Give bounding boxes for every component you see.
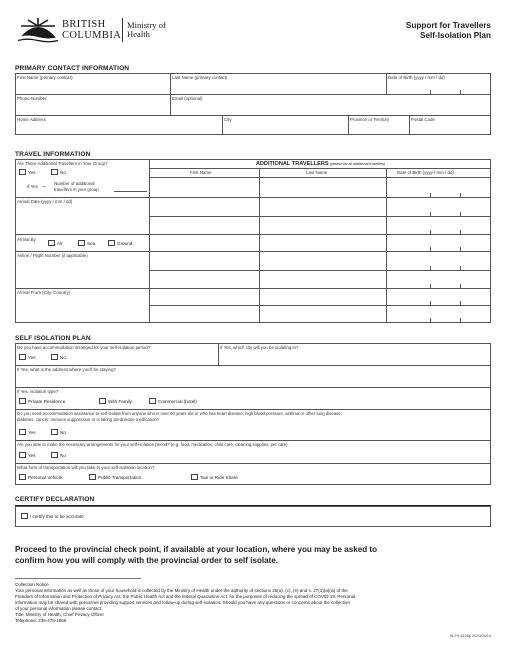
- option-label: No: [60, 354, 66, 360]
- grid-line: [15, 234, 149, 235]
- address-field[interactable]: [16, 123, 221, 134]
- arrival-by-label: Arrival By: [17, 237, 36, 242]
- number-label-1: Number of additional: [54, 181, 95, 186]
- phone-field[interactable]: [16, 102, 169, 114]
- checkbox[interactable]: [99, 398, 106, 404]
- city-label: City: [224, 117, 232, 122]
- first-name-field[interactable]: [16, 81, 169, 93]
- isolation-city-question: If Yes, which city will you be isolating in?: [220, 345, 299, 350]
- dob-label: Date of Birth (yyyy / mm / dd): [388, 75, 445, 80]
- option-label: Private Residence: [28, 398, 66, 404]
- accommodation-question: Do you have accommodation arranged for your self-isolation period?: [17, 345, 151, 350]
- ministry-name-line2: Health: [127, 29, 150, 40]
- grid-line: [15, 409, 491, 410]
- notice-line: Your personal information as well as those of your household is collected by the Ministry of Health under the authority of sections 26(a), (c), (e) and s. 27(1)(a)(iii) of the: [15, 587, 348, 593]
- checkbox[interactable]: [51, 354, 58, 360]
- arrival-date-field[interactable]: [16, 205, 148, 233]
- checkbox[interactable]: [51, 169, 58, 175]
- grid-line: [15, 365, 491, 366]
- option-label: Air: [57, 240, 63, 246]
- isolation-city-field[interactable]: [219, 351, 490, 364]
- form-title: [406, 21, 491, 42]
- isolation-address-question: If Yes, what is the address where you'll be staying?: [17, 367, 116, 372]
- date-separator: [460, 90, 461, 94]
- grid-line: [15, 251, 149, 252]
- email-label: Email (optional): [172, 96, 203, 101]
- arrival-air-option[interactable]: [48, 240, 63, 246]
- assistance-question-line2: diabetes, cancer, immune suppression or is taking prednisone medication?: [17, 417, 160, 422]
- option-label: Commercial (hotel): [158, 398, 197, 404]
- checkbox[interactable]: [51, 452, 58, 458]
- option-label: No: [60, 169, 66, 175]
- additional-travellers-note: (please list all additional travellers): [330, 162, 386, 166]
- option-label: Taxi or Ride Share: [200, 474, 238, 480]
- checkbox[interactable]: [108, 240, 115, 246]
- form-title-line2: Self-Isolation Plan: [420, 31, 491, 41]
- postal-field[interactable]: [410, 123, 490, 134]
- option-label: Sea: [87, 240, 96, 246]
- additional-first-name-column[interactable]: [150, 178, 259, 323]
- if-yes-label: If Yes: [27, 184, 38, 189]
- grid-line: [15, 197, 149, 198]
- checkbox[interactable]: [19, 169, 26, 175]
- form-title-line1: Support for Travellers: [405, 21, 491, 30]
- number-label-2: travellers in your group: [54, 187, 99, 192]
- option-label: No: [60, 429, 66, 435]
- column-header-dob: Date of Birth (yyyy / mm / dd): [397, 170, 454, 175]
- ministry-name: [127, 21, 166, 40]
- transportation-question: What form of transportation will you take to your self-isolation location?: [17, 465, 155, 470]
- certify-heading: CERTIFY DECLARATION: [15, 496, 95, 503]
- org-name-line1: BRITISH: [62, 19, 106, 30]
- postal-label: Postal Code: [411, 117, 435, 122]
- proceed-line2: confirm how you will comply with the provincial order to self isolate.: [15, 555, 279, 565]
- additional-last-name-column[interactable]: [260, 178, 386, 323]
- notice-divider: [15, 578, 141, 579]
- arrival-ground-option[interactable]: [108, 240, 132, 246]
- checkbox[interactable]: [78, 240, 85, 246]
- option-label: Yes: [28, 452, 36, 458]
- assistance-yes-option[interactable]: [19, 429, 36, 435]
- arrival-sea-option[interactable]: [78, 240, 95, 246]
- notice-line: of your personal information please contact:: [15, 605, 103, 611]
- additional-travellers-question: Are There Additional Travellers in Your Group?: [17, 161, 108, 166]
- option-label: With Family: [108, 398, 132, 404]
- org-name-line2: COLUMBIA: [62, 29, 122, 41]
- travel-heading: TRAVEL INFORMATION: [15, 151, 91, 158]
- arrangements-no-option[interactable]: [51, 452, 66, 458]
- additional-no-option[interactable]: [51, 169, 66, 175]
- notice-line: information may be shared with personnel providing support services and follow-up during self-isolation. Should you have any questions or concerns about the collection: [15, 599, 350, 605]
- grid-line: [15, 440, 491, 441]
- accommodation-no-option[interactable]: [51, 354, 66, 360]
- bc-logo: [15, 17, 61, 43]
- number-of-travellers-field[interactable]: [114, 185, 147, 192]
- column-header-last-name: Last Name: [306, 170, 328, 175]
- checkbox[interactable]: [19, 452, 26, 458]
- header-divider: [122, 18, 123, 42]
- airline-field[interactable]: [16, 259, 148, 287]
- arrival-from-label: Arrival From (City, Country): [17, 290, 71, 295]
- city-field[interactable]: [223, 123, 347, 134]
- ministry-name-line1: Ministry of: [127, 20, 166, 30]
- option-label: Yes: [28, 354, 36, 360]
- personal-vehicle-option[interactable]: [19, 474, 62, 480]
- with-family-option[interactable]: [99, 398, 132, 404]
- additional-travellers-title: ADDITIONAL TRAVELLERS: [255, 161, 329, 167]
- additional-travellers-heading: [150, 161, 491, 167]
- option-label: Public Transportation: [98, 474, 142, 480]
- taxi-ride-share-option[interactable]: [191, 474, 238, 480]
- checkbox[interactable]: [48, 240, 55, 246]
- isolation-address-field[interactable]: [16, 373, 490, 386]
- collection-notice: [15, 582, 355, 624]
- checkbox[interactable]: [19, 429, 26, 435]
- airline-label: Airline / Flight Number (if applicable): [17, 253, 88, 258]
- grid-line: [15, 115, 491, 116]
- additional-yes-option[interactable]: [19, 169, 36, 175]
- grid-line: [15, 387, 491, 388]
- grid-line: [15, 463, 491, 464]
- primary-contact-heading: PRIMARY CONTACT INFORMATION: [15, 65, 130, 72]
- accommodation-yes-option[interactable]: [19, 354, 36, 360]
- grid-line: [15, 288, 149, 289]
- certify-option[interactable]: [21, 513, 84, 519]
- date-separator: [430, 90, 431, 94]
- option-label: I certify this to be accurate: [30, 513, 84, 519]
- private-residence-option[interactable]: [19, 398, 65, 404]
- grid-line: [149, 168, 491, 169]
- commercial-hotel-option[interactable]: [149, 398, 197, 404]
- isolation-type-question: If Yes, isolation type?: [17, 389, 59, 394]
- assistance-no-option[interactable]: [51, 429, 66, 435]
- checkbox[interactable]: [51, 429, 58, 435]
- checkbox[interactable]: [191, 474, 198, 480]
- option-label: Yes: [28, 169, 36, 175]
- province-label: Province or Territory: [350, 117, 390, 122]
- checkbox[interactable]: [19, 354, 26, 360]
- notice-line: Title: Ministry of Health, Chief Privacy Officer: [15, 611, 105, 617]
- org-name: [62, 20, 121, 41]
- last-name-field[interactable]: [171, 81, 385, 93]
- column-header-first-name: First Name: [190, 170, 212, 175]
- notice-line: Telephone: 236-478-1666: [15, 617, 67, 623]
- public-transportation-option[interactable]: [89, 474, 141, 480]
- dob-field[interactable]: [387, 81, 490, 93]
- arrangements-question: Are you able to make the necessary arrangements for your self-isolation period? (e.g. food, medication, child care, cleaning supplies, pet care).: [17, 442, 289, 447]
- checkbox[interactable]: [21, 513, 28, 519]
- address-label: Home Address: [17, 117, 46, 122]
- arrival-from-field[interactable]: [16, 296, 148, 322]
- notice-title: Collection Notice: [15, 582, 49, 587]
- form-code: HLTH 8108p 2020/04/14: [449, 634, 491, 638]
- additional-dob-column[interactable]: [387, 178, 490, 323]
- checkbox[interactable]: [19, 474, 26, 480]
- proceed-line1: Proceed to the provincial check point, if available at your location, where you may be asked to: [15, 545, 378, 554]
- grid-line: [15, 94, 491, 95]
- certify-box: [15, 506, 491, 527]
- phone-label: Phone Number: [17, 96, 47, 101]
- arrangements-yes-option[interactable]: [19, 452, 36, 458]
- option-label: No: [60, 452, 66, 458]
- arrival-date-label: Arrival Date (yyyy / mm / dd): [17, 199, 73, 204]
- email-field[interactable]: [171, 102, 490, 114]
- checkbox[interactable]: [19, 398, 26, 404]
- notice-line: Freedom of Information and Protection of Privacy Act, the Public Health Act and the federal Quarantine Act, for the purposes of reducing the spread of COVID-19. Personal: [15, 593, 356, 599]
- checkbox[interactable]: [149, 398, 156, 404]
- province-field[interactable]: [349, 123, 408, 134]
- option-label: Ground: [117, 240, 133, 246]
- option-label: Yes: [28, 429, 36, 435]
- option-label: Personal Vehicle: [28, 474, 63, 480]
- last-name-label: Last Name (primary contact): [172, 75, 228, 80]
- arrow-right-icon: →: [40, 183, 47, 190]
- proceed-instructions: [15, 545, 377, 567]
- checkbox[interactable]: [89, 474, 96, 480]
- first-name-label: First Name (primary contact): [17, 75, 73, 80]
- bc-sun-logo-icon: [15, 17, 61, 43]
- assistance-question-line1: Do you need accommodation assistance to self-isolate from anyone who is over 60 years old or who has heart disease, high blood pressure, asthma or other lung disease,: [17, 411, 342, 416]
- self-isolation-heading: SELF ISOLATION PLAN: [15, 335, 91, 342]
